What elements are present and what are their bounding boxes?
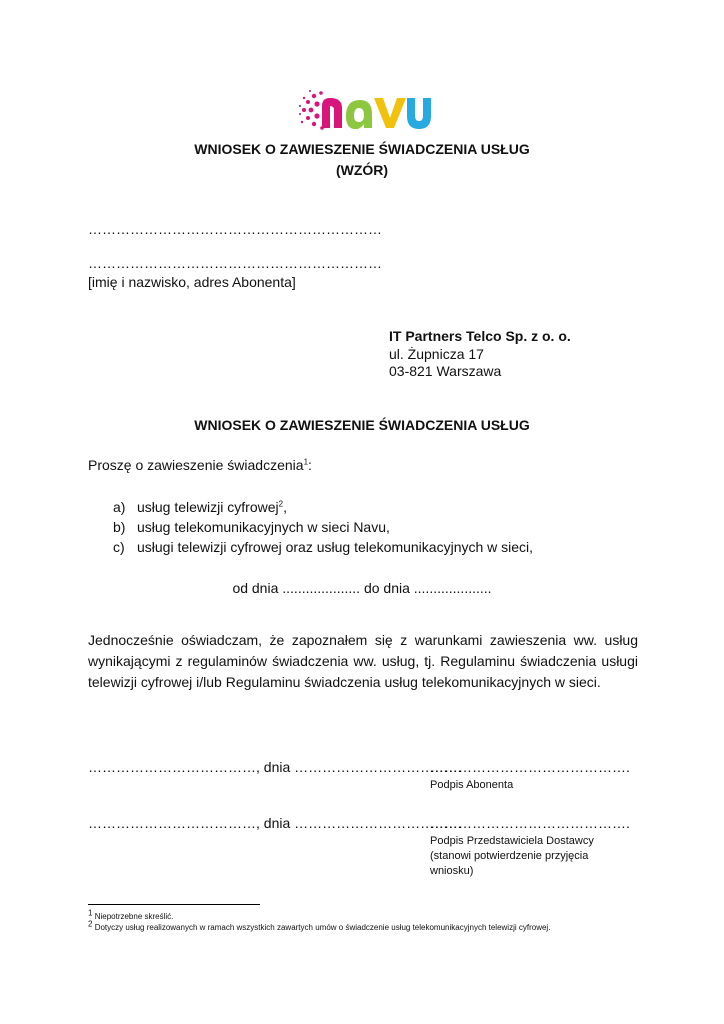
signature-caption-2-line-2: (stanowi potwierdzenie przyjęcia (430, 850, 589, 862)
footnote-text: Dotyczy usług realizowanych w ramach wszystkich zawartych umów o świadczenie usług telekomunikacyjnych telewizji cyfrowej. (94, 923, 551, 932)
place-date-line-1: ………………………………, dnia ……………………………… (88, 759, 463, 775)
sender-line-2: ……………………………………………………… (88, 255, 382, 271)
option-marker: a) (113, 499, 126, 515)
signature-line-1: ……………………………………. (430, 759, 630, 775)
place-date-line-2: ………………………………, dnia ……………………………… (88, 815, 463, 831)
signature-caption-1: Podpis Abonenta (430, 779, 514, 791)
option-label: usługi telewizji cyfrowej oraz usług telekomunikacyjnych w sieci, (137, 539, 534, 555)
option-a (113, 497, 287, 517)
footnote-ref-1: 1 (303, 457, 309, 467)
option-c (113, 537, 533, 557)
body-heading: WNIOSEK O ZAWIESZENIE ŚWIADCZENIA USŁUG (194, 417, 530, 433)
recipient-name: IT Partners Telco Sp. z o. o. (389, 328, 571, 344)
signature-caption-2-line-3: wniosku) (430, 865, 474, 877)
document-title: WNIOSEK O ZAWIESZENIE ŚWIADCZENIA USŁUG (194, 141, 530, 157)
sender-line-1: ……………………………………………………… (88, 221, 382, 237)
request-intro-colon: : (308, 457, 312, 473)
option-text (137, 497, 287, 517)
footnote-number: 1 (88, 908, 93, 918)
navu-logo (298, 86, 432, 136)
request-intro (88, 455, 312, 475)
suspension-dates: od dnia .................... do dnia .................... (232, 580, 492, 596)
footnote-2 (88, 919, 551, 933)
option-tail: , (283, 499, 287, 515)
footnote-text: Niepotrzebne skreślić. (94, 912, 174, 921)
option-label: usług telekomunikacyjnych w sieci Navu, (137, 519, 390, 535)
request-intro-text: Proszę o zawieszenie świadczenia (88, 457, 304, 473)
signature-caption-2-line-1: Podpis Przedstawiciela Dostawcy (430, 835, 594, 847)
footnote-ref-2: 2 (278, 499, 284, 509)
option-marker: c) (113, 539, 125, 555)
signature-line-2: ……………………………………. (430, 815, 630, 831)
recipient-city: 03-821 Warszawa (389, 363, 502, 379)
footnote-1 (88, 908, 174, 922)
sender-label: [imię i nazwisko, adres Abonenta] (88, 274, 296, 290)
option-b (113, 517, 390, 537)
option-label: usług telewizji cyfrowej (137, 499, 279, 515)
recipient-street: ul. Żupnicza 17 (389, 346, 484, 362)
document-subtitle: (WZÓR) (335, 162, 389, 178)
footnote-separator (88, 904, 260, 905)
navu-logo-graphic (298, 86, 432, 136)
declaration-text: Jednocześnie oświadczam, że zapoznałem się z warunkami zawieszenia ww. usług wynikającymi z regulaminów świadczenia ww. usług, tj. Regulaminu świadczenia usługi telewizji cyfrowej i/lub Regulaminu świadczenia usług telekomunikacyjnych w sieci. (88, 632, 638, 690)
footnote-number: 2 (88, 919, 93, 929)
option-marker: b) (113, 519, 126, 535)
